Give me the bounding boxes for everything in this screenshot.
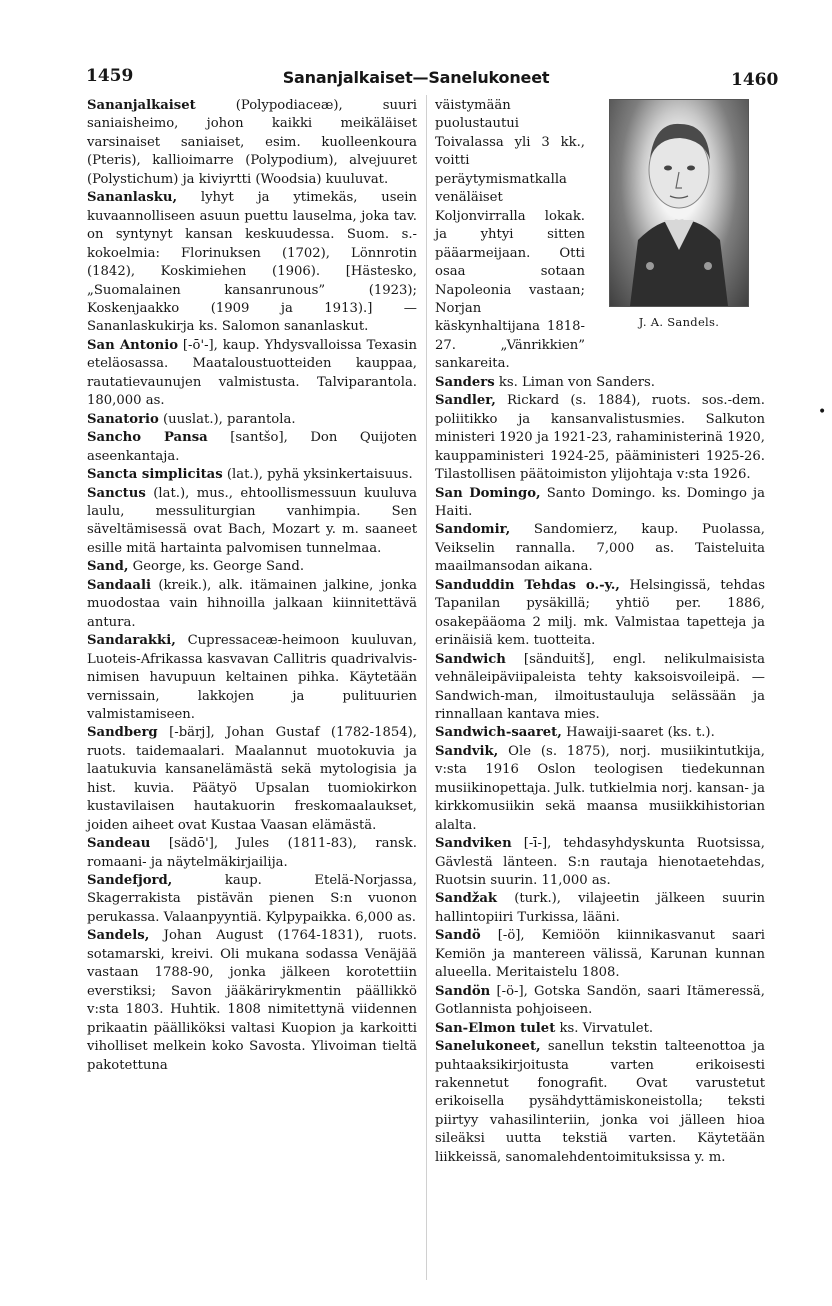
entry-text: [-ō'-], kaup. Yhdysvalloissa Texasin eteläosassa. Maataloustuotteiden kauppaa, rautatievaunujen valmistusta. Talviparantola. 180,000 as. [87,337,417,409]
entry-text: Rickard (s. 1884), ruots. sos.-dem. poliitikko ja kansanvalistusmies. Salkuton ministeri 1920 ja 1921-23, rahaministerinä 1920, kauppaministeri 1924-25, pääministeri 1925-26. Tilastollisen päätoimiston ylijohtaja v:sta 1926. [435,393,765,483]
entry-headword: Sandwich [435,651,506,667]
entry-headword: Sandön [435,983,491,999]
running-head: Sananjalkaiset—Sanelukoneet [282,68,550,87]
entry [87,927,417,1075]
column-divider [426,95,427,1280]
entry-headword: Sandviken [435,836,512,852]
entry [435,724,765,742]
entry [435,485,765,522]
entry [87,337,417,411]
entry-headword: Sancho Pansa [87,430,208,446]
entry-text: [-ö], Kemiöön kiinnikasvanut saari Kemiön ja mantereen välissä, Karunan kunnan alueella. Meritaistelu 1808. [435,928,765,981]
entry-text: Sandomierz, kaup. Puolassa, Veikselin rannalla. 7,000 as. Taisteluita maailmansodan aikana. [435,522,765,575]
entry-headword: Sananlasku, [87,190,178,206]
entry [435,577,765,651]
entry-headword: Sandels, [87,928,150,944]
right-column [435,97,765,1167]
entry-headword: San Domingo, [435,485,541,501]
entry-text: [-bärj], Johan Gustaf (1782-1854), ruots. taidemaalari. Maalannut muotokuvia ja laatukuvia kansanelämästä sekä mytologisia ja hist. kuvia. Päätyö Upsalan tuomiokirkon kustavilaisen hautakuorin freskomaalaukset, joiden aiheet ovat Kustaa Vaasan elämästä. [87,725,417,833]
entry [435,392,765,484]
portrait-image [609,99,749,307]
entry-text: (lat.), mus., ehtoollismessuun kuuluva laulu, messuliturgian vanhimpia. Sen säveltämisessä ovat Bach, Mozart y. m. saaneet esille mitä hartainta palvomisen tunnelmaa. [87,485,417,556]
entry [87,724,417,835]
entry [435,374,765,392]
entry-headword: Sanctus [87,485,146,501]
left-page-number: 1459 [86,66,134,86]
entry-headword: Sananjalkaiset [87,98,196,113]
left-column [87,97,417,1075]
entry-text: [sädō'], Jules (1811-83), ransk. romaani- ja näytelmäkirjailija. [87,836,417,870]
entry-headword: Sandeau [87,836,151,852]
entry-headword: Sandefjord, [87,873,173,889]
entry-text: Ole (s. 1875), norj. musiikintutkija, v:sta 1916 Oslon teologisen tiedekunnan musiikinopettaja. Julk. tutkielmia norj. kansan- ja kirkkomusiikin sekä maansa musiikkihistorian alalta. [435,743,765,833]
entry [87,632,417,724]
portrait-figure [593,99,765,331]
entry-text: Johan August (1764-1831), ruots. sotamarski, kreivi. Oli mukana sodassa Venäjää vastaan 1788-90, jonka jälkeen korotettiin everstiksi; Savon jääkärirykmentin päällikkö v:sta 1803. Huhtik. 1808 nimitettynä viidennen prikaatin päälliköksi valtasi Kuopion ja karkoitti viholliset melkein koko Savosta. Ylivoiman tieltä pakotettuna [87,928,417,1073]
entry-headword: Sandwich-saaret, [435,725,562,741]
entry-text: Helsingissä, tehdas Tapanilan pysäkillä; yhtiö per. 1886, osakepääoma 2 milj. mk. Valmistaa tapetteja ja erinäisiä kem. tuotteita. [435,577,765,649]
entry-continuation: väistymään puolustautui Toivalassa yli 3 kk., voitti peräytymismatkalla venäläiset Koljonvirralla lokak. ja yhtyi sitten pääarmeijaan. Otti osaa sotaan Napoleonia vastaan; Norjan käskynhaltijana 1818-27. „Vänrikkien” sankareita. [435,98,585,372]
entry-text: George, ks. George Sand. [128,559,305,575]
entry-text: Cupressaceæ-heimoon kuuluvan, Luoteis-Afrikassa kasvavan Callitris quadrivalvis-nimisen havupuun keltainen pihka. Käytetään vernissain, lakkojen ja pulituurien valmistamiseen. [87,633,417,722]
entry-text: sanellun tekstin talteenottoa ja puhtaaksikirjoitusta varten erikoisesti rakennetut fonografit. Ovat varustetut erikoisella pysähdyttämiskoneistolla; teksti piirtyy vahasilinteriin, jonka voi jälleen hioa sileäksi uutta tekstiä varten. Käytetään liikkeissä, sanomalehdentoimituksissa y. m. [435,1039,765,1165]
entry [87,577,417,632]
entry-text: (uuslat.), parantola. [158,411,296,427]
entry [87,835,417,872]
entry [435,835,765,890]
entry-text: kaup. Etelä-Norjassa, Skagerrakista pistävän pienen S:n vuonon perukassa. Valaanpyyntiä. Kylpypaikka. 6,000 as. [87,873,417,925]
entry-text: [santšo], Don Quijoten aseenkantaja. [87,430,418,464]
entry-text: [sänduitš], engl. nelikulmaisista vehnäleipäviipaleista tehty kaksoisvoileipä. — Sandwich-man, ilmoitustauluja selässään ja rinnallaan kantava mies. [435,651,765,722]
entry [435,983,765,1020]
entry-headword: Sandvik, [435,743,499,759]
entry-text: (lat.), pyhä yksinkertaisuus. [222,467,413,483]
entry-headword: Sanelukoneet, [435,1039,541,1055]
entry [435,651,765,725]
entry-headword: Sandö [435,928,481,944]
entry-text: ks. Virvatulet. [555,1020,654,1036]
entry-headword: San-Elmon tulet [435,1020,556,1036]
entry-text: ks. Liman von Sanders. [494,374,655,390]
entry-text: (turk.), vilajeetin jälkeen suurin hallintopiiri Turkissa, lääni. [435,891,765,925]
entry-headword: Sand, [87,559,129,575]
entry-headword: Sancta simplicitas [87,467,223,483]
entry [87,558,417,576]
entry-headword: Sandarakki, [87,633,176,649]
entry [87,189,417,337]
entry-text: (Polypodiaceæ), suuri saniaisheimo, johon kaikki meikäläiset varsinaiset saniaiset, esim. kuolleenkoura (Pteris), kallioimarre (Polypodium), alvejuuret (Polystichum) ja kiviyrtti (Woodsia) kuuluvat. [87,98,417,187]
entry [435,927,765,982]
entry-headword: Sanatorio [87,411,159,427]
entry-text: lyhyt ja ytimekäs, usein kuvaannolliseen asuun puettu lauselma, joka tav. on syntynyt kansan keskuudessa. Suom. s.-kokoelmia: Florinuksen (1702), Lönnrotin (1842), Koskimiehen (1906). [Hästesko, „Suomalainen kansanrunous” (1923); Koskenjaakko (1909 ja 1913).] — Sananlaskukirja ks. Salomon sananlaskut. [87,190,417,335]
entry-headword: Sandler, [435,393,496,409]
entry [87,872,417,927]
entry [435,1038,765,1167]
entry [435,743,765,835]
entry-text: Hawaiji-saaret (ks. t.). [561,725,715,741]
entry-text: [-ö-], Gotska Sandön, saari Itämeressä, Gotlannista pohjoiseen. [435,983,765,1018]
entry [435,890,765,927]
entry-headword: Sandberg [87,725,158,741]
entry [87,411,417,429]
entry [87,97,417,189]
entry-headword: Sanduddin Tehdas o.-y., [435,577,620,593]
portrait-drawing [610,100,748,306]
entry [87,485,417,559]
entry-headword: San Antonio [87,337,179,353]
entry-headword: Sandžak [435,891,498,907]
entry-text: [-ī-], tehdasyhdyskunta Ruotsissa, Gävlestä länteen. S:n rautaja hienotaetehdas, Ruotsin suurin. 11,000 as. [435,836,765,889]
entry-text: (kreik.), alk. itämainen jalkine, jonka muodostaa vain hihnoilla jalkaan kiinnitettävä antura. [87,577,417,630]
entry-text: Santo Domingo. ks. Domingo ja Haiti. [435,485,766,519]
entry [435,521,765,576]
entry-headword: Sandomir, [435,522,511,538]
margin-mark: • [818,404,827,420]
entry [87,429,417,466]
entry [87,466,417,484]
entry-headword: Sanders [435,374,495,390]
portrait-caption: J. A. Sandels. [638,315,720,329]
right-page-number: 1460 [731,70,779,90]
entry [435,1020,765,1038]
page-header [0,62,832,92]
entry-headword: Sandaali [87,577,151,593]
